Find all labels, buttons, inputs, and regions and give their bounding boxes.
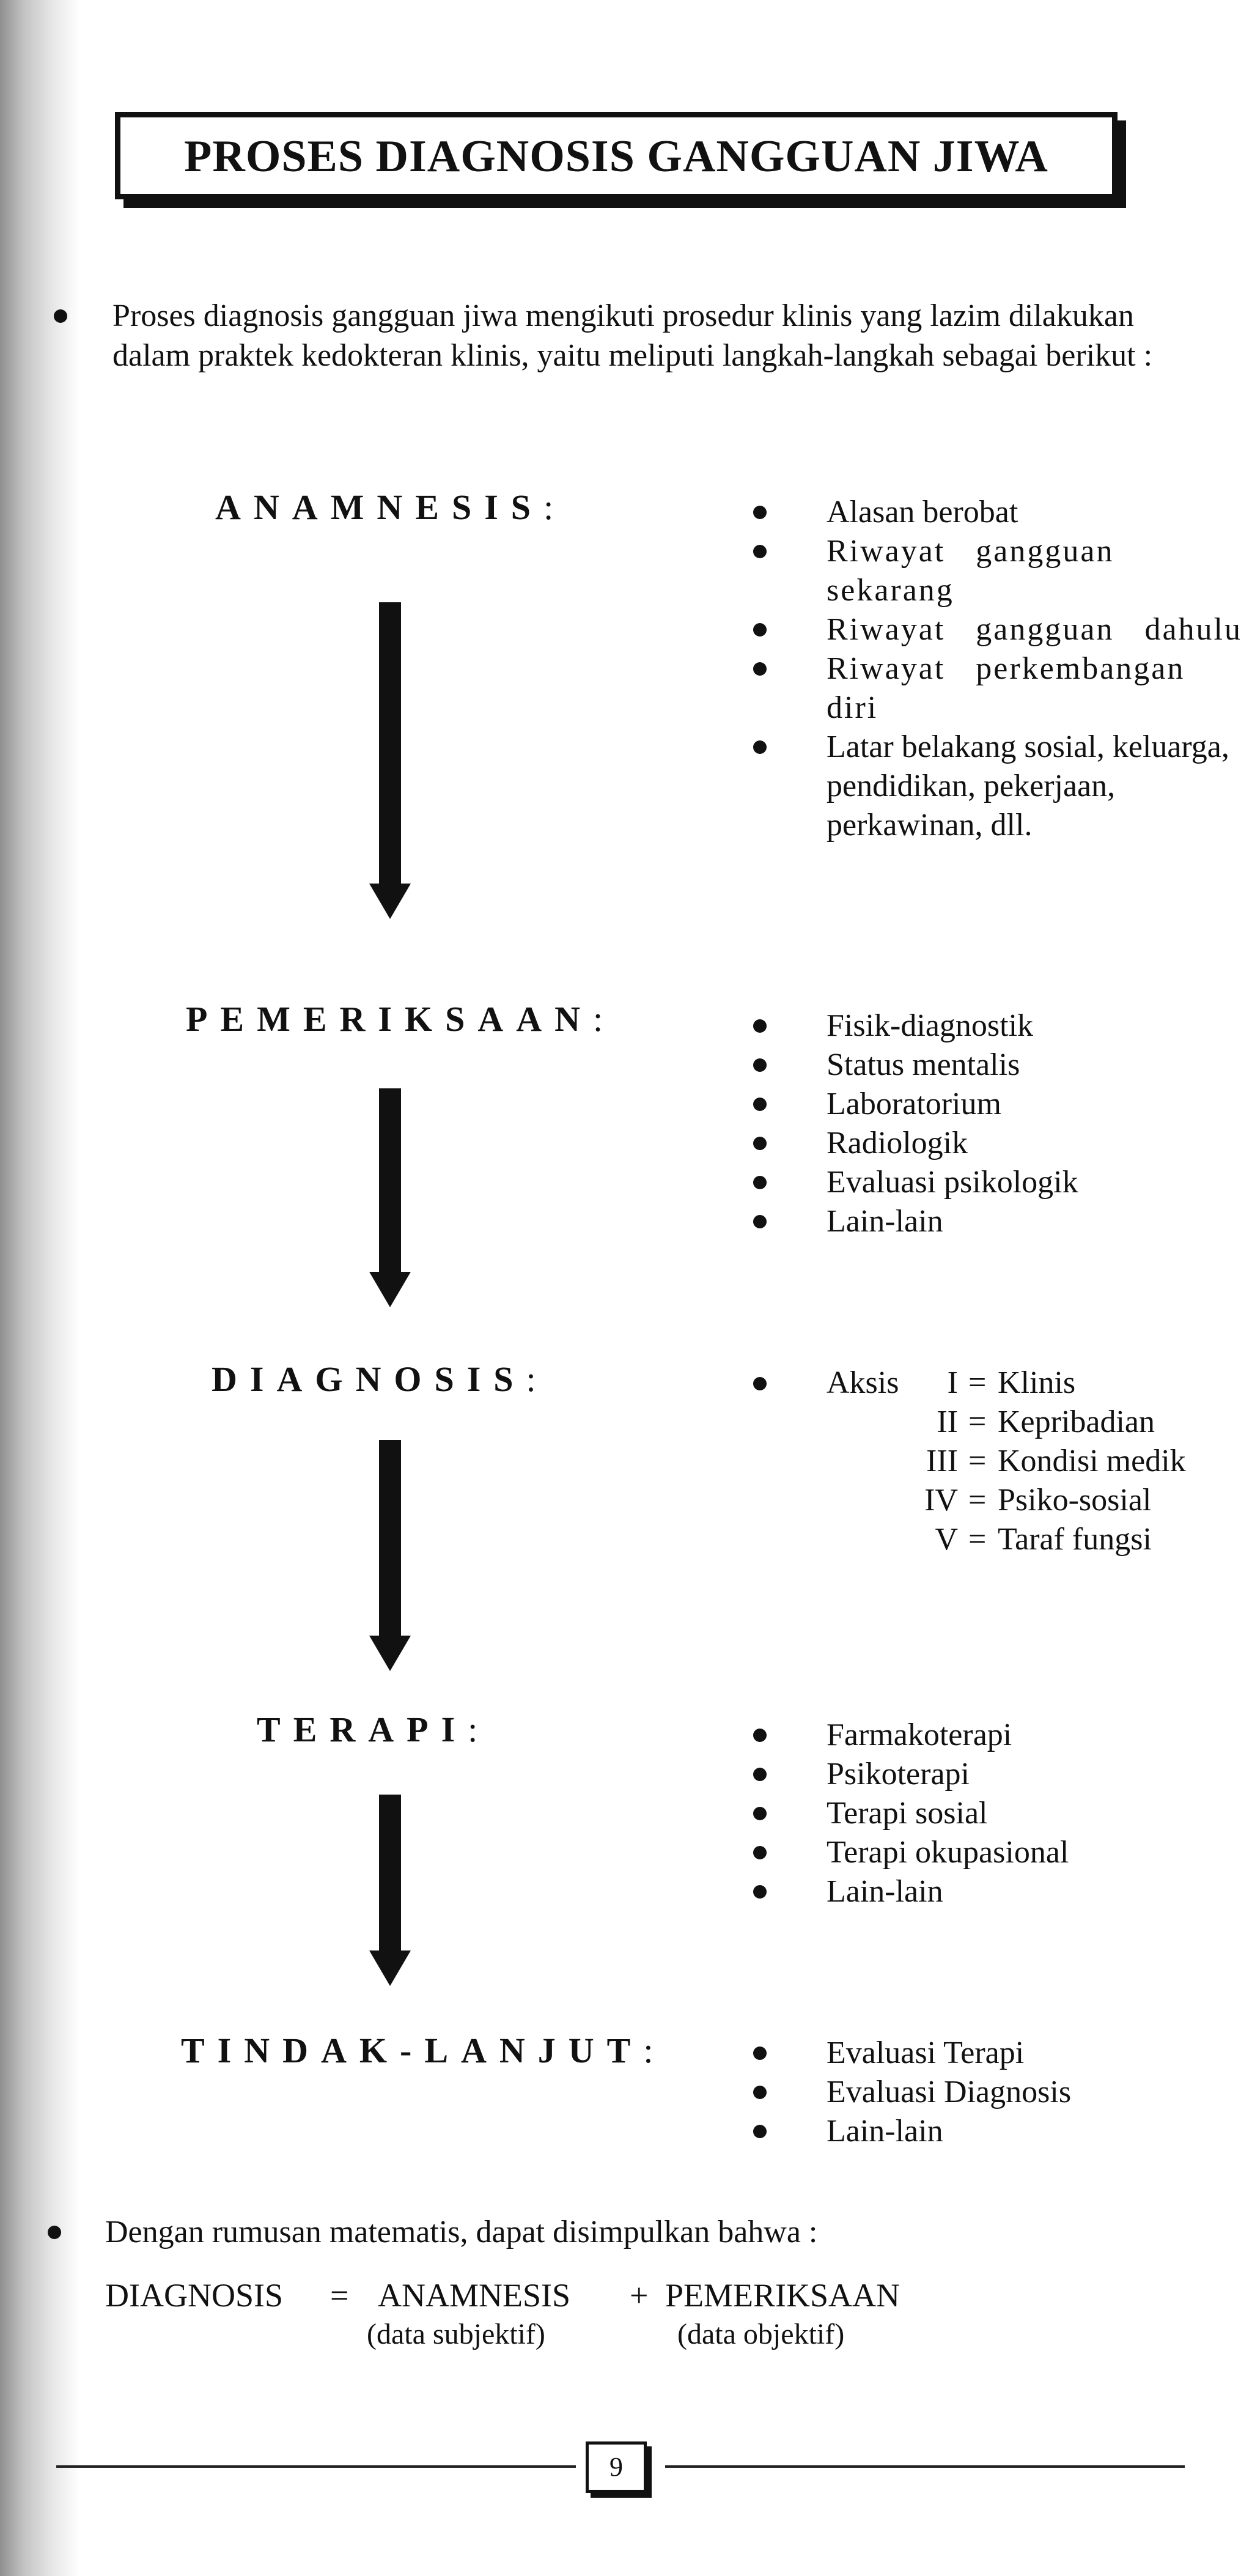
list-item: Radiologik — [746, 1124, 1078, 1163]
axis-number: IV — [924, 1483, 958, 1518]
list-item: Latar belakang sosial, keluarga, pendidikan, pekerjaan, perkawinan, dll. — [746, 728, 1252, 845]
pemeriksaan-list — [746, 1006, 1078, 1241]
formula-lhs: DIAGNOSIS — [105, 2277, 284, 2314]
formula-eq: = — [330, 2277, 349, 2314]
list-item: Fisik-diagnostik — [746, 1006, 1078, 1046]
axis-number: II — [937, 1404, 958, 1439]
conclusion-text: Dengan rumusan matematis, dapat disimpulkan bahwa : — [105, 2215, 818, 2249]
step-label-diagnosis: DIAGNOSIS: — [212, 1359, 536, 1399]
footer-rule-left — [56, 2465, 576, 2468]
list-item: Laboratorium — [746, 1085, 1078, 1124]
axis-eq: = — [968, 1365, 987, 1400]
terapi-list — [746, 1716, 1069, 1911]
title-box — [115, 112, 1118, 199]
step-label-text: PEMERIKSAAN — [186, 999, 594, 1039]
list-item: Lain-lain — [746, 1872, 1069, 1911]
list-item: Alasan berobat — [746, 493, 1252, 532]
axis-desc: Klinis — [998, 1365, 1076, 1400]
page-title: PROSES DIAGNOSIS GANGGUAN JIWA — [184, 131, 1048, 182]
step-label-terapi: TERAPI: — [257, 1710, 478, 1749]
axis-desc: Kondisi medik — [998, 1444, 1186, 1478]
intro-paragraph: Proses diagnosis gangguan jiwa mengikuti prosedur klinis yang lazim dilakukan dalam praktek kedokteran klinis, yaitu meliputi langkah-langkah sebagai berikut : — [112, 298, 1153, 373]
list-item: Farmakoterapi — [746, 1716, 1069, 1755]
bullet-icon — [54, 309, 67, 323]
axis-desc: Taraf fungsi — [998, 1522, 1152, 1557]
axis-number: III — [926, 1444, 958, 1478]
axis-number: I — [947, 1365, 958, 1400]
formula-term-pemeriksaan: PEMERIKSAAN — [665, 2277, 900, 2314]
axis-eq: = — [968, 1522, 987, 1557]
anamnesis-list — [746, 493, 1252, 845]
axis-eq: = — [968, 1404, 987, 1439]
formula-term-anamnesis: ANAMNESIS — [378, 2277, 571, 2314]
tindak-lanjut-list — [746, 2034, 1071, 2151]
step-label-text: TERAPI — [257, 1710, 468, 1749]
formula-note-subjektif: (data subjektif) — [367, 2318, 545, 2350]
footer-rule-right — [665, 2465, 1185, 2468]
list-item: Psikoterapi — [746, 1755, 1069, 1794]
formula-plus: + — [630, 2277, 649, 2314]
list-item: Riwayat perkembangan diri — [746, 649, 1252, 728]
list-item: Evaluasi Terapi — [746, 2034, 1071, 2073]
axis-number: V — [935, 1522, 958, 1557]
step-label-text: TINDAK-LANJUT — [181, 2031, 644, 2070]
step-label-pemeriksaan: PEMERIKSAAN: — [186, 999, 603, 1039]
step-label-text: ANAMNESIS — [215, 487, 544, 527]
axis-eq: = — [968, 1444, 987, 1478]
axis-eq: = — [968, 1483, 987, 1518]
list-item: Riwayat gangguan sekarang — [746, 532, 1252, 610]
axis-list — [827, 1364, 1206, 1565]
list-item: Lain-lain — [746, 2112, 1071, 2151]
axis-desc: Psiko-sosial — [998, 1483, 1152, 1518]
page-number: 9 — [609, 2452, 623, 2482]
list-item: Riwayat gangguan dahulu — [746, 610, 1252, 649]
list-item: Terapi sosial — [746, 1794, 1069, 1833]
list-item: Evaluasi psikologik — [746, 1163, 1078, 1202]
step-label-anamnesis: ANAMNESIS: — [215, 487, 554, 527]
step-label-tindak-lanjut: TINDAK-LANJUT: — [181, 2031, 654, 2070]
axis-prefix: Aksis — [827, 1365, 899, 1400]
bullet-icon — [753, 1377, 767, 1390]
page-number-box — [586, 2441, 647, 2493]
list-item: Evaluasi Diagnosis — [746, 2073, 1071, 2112]
book-spine-shadow — [0, 0, 79, 2576]
axis-desc: Kepribadian — [998, 1404, 1155, 1439]
formula-note-objektif: (data objektif) — [677, 2318, 845, 2350]
step-label-text: DIAGNOSIS — [212, 1359, 526, 1399]
list-item: Terapi okupasional — [746, 1833, 1069, 1872]
list-item: Status mentalis — [746, 1046, 1078, 1085]
bullet-icon — [48, 2226, 61, 2239]
list-item: Lain-lain — [746, 1202, 1078, 1241]
